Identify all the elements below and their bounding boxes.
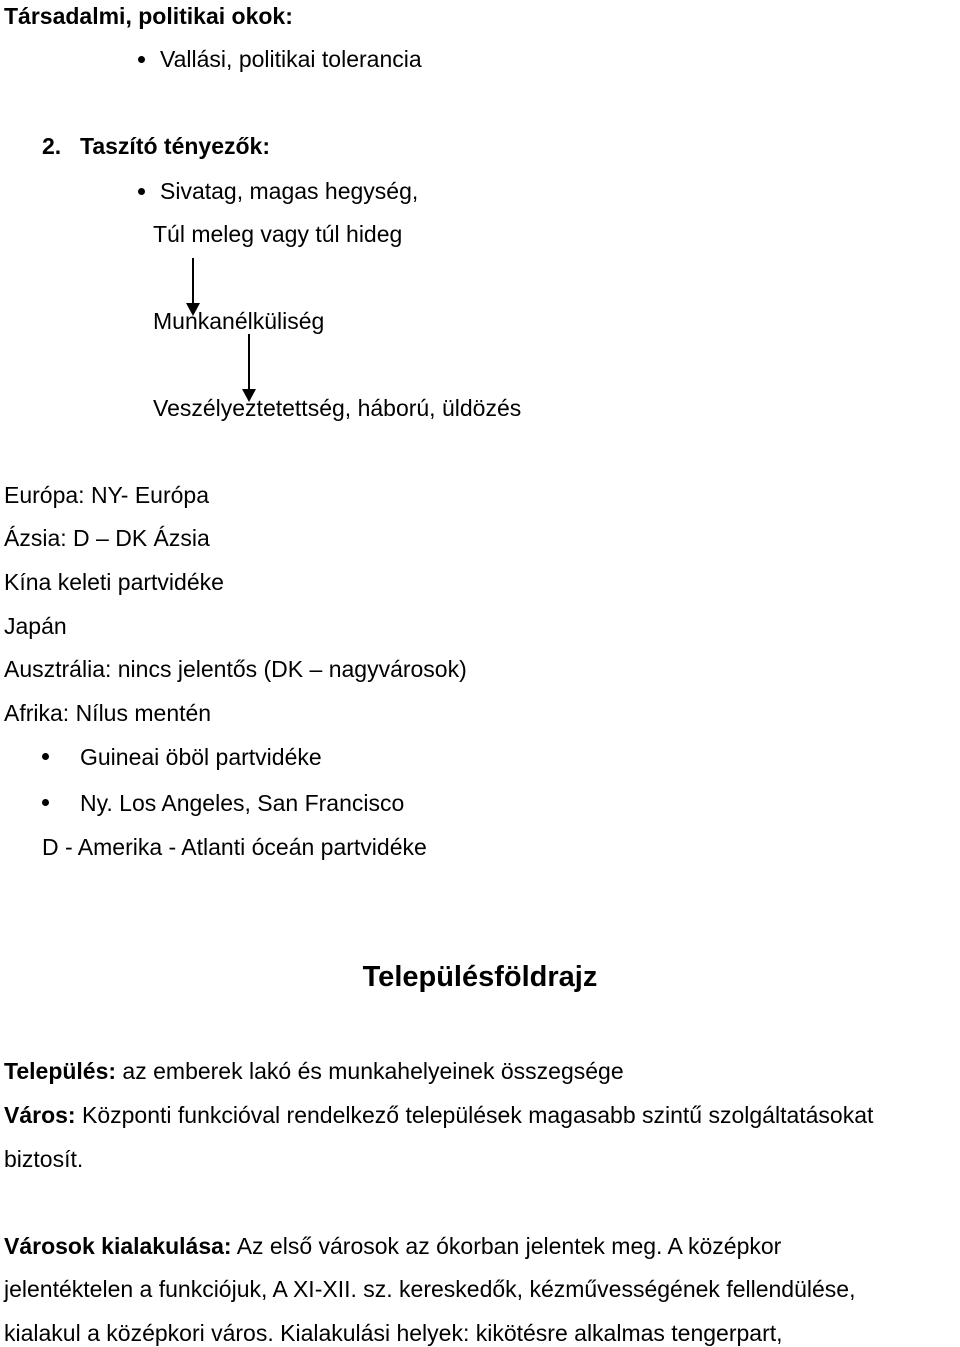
region-china: Kína keleti partvidéke	[4, 569, 224, 595]
region-australia: Ausztrália: nincs jelentős (DK – nagyvárosok)	[4, 656, 467, 682]
bullet-desert: Sivatag, magas hegység,	[160, 178, 419, 204]
term-city: Város:	[4, 1102, 76, 1128]
definition-city-cont: biztosít.	[4, 1146, 84, 1172]
def-city: Központi funkcióval rendelkező települések magasabb szintű szolgáltatásokat	[75, 1102, 874, 1128]
page-title: Településföldrajz	[362, 961, 598, 993]
bullet-west-coast: Ny. Los Angeles, San Francisco	[80, 790, 405, 816]
text-danger: Veszélyeztetettség, háború, üldözés	[153, 395, 522, 421]
def-cities-2: jelentéktelen a funkciójuk, A XI-XII. sz. kereskedők, kézművességének fellendülése,	[4, 1276, 856, 1302]
definition-settlement	[4, 1060, 624, 1083]
text-unemployment: Munkanélküliség	[153, 308, 325, 334]
arrow-down-icon	[192, 258, 194, 306]
def-settlement: az emberek lakó és munkahelyeinek összegsége	[116, 1058, 624, 1084]
region-africa: Afrika: Nílus mentén	[4, 700, 212, 726]
region-south-america: D - Amerika - Atlanti óceán partvidéke	[42, 834, 427, 860]
term-settlement: Település:	[4, 1058, 117, 1084]
term-cities: Városok kialakulása:	[4, 1233, 232, 1259]
region-europe: Európa: NY- Európa	[4, 482, 210, 508]
bullet-icon	[138, 188, 145, 195]
section-heading-pull: Taszító tényezők:	[80, 133, 270, 159]
def-cities-1: Az első városok az ókorban jelentek meg. A középkor	[231, 1233, 782, 1259]
region-asia: Ázsia: D – DK Ázsia	[4, 525, 210, 551]
arrow-down-icon	[248, 334, 250, 392]
definition-cities	[4, 1235, 781, 1258]
bullet-guinea: Guineai öböl partvidéke	[80, 744, 322, 770]
bullet-icon	[138, 56, 145, 63]
text-climate: Túl meleg vagy túl hideg	[153, 221, 403, 247]
section-heading-social: Társadalmi, politikai okok:	[4, 3, 293, 29]
definition-city	[4, 1104, 873, 1127]
bullet-icon	[42, 799, 49, 806]
region-japan: Japán	[4, 613, 67, 639]
def-cities-3: kialakul a középkori város. Kialakulási helyek: kikötésre alkalmas tengerpart,	[4, 1320, 783, 1346]
list-number: 2.	[42, 133, 62, 159]
bullet-icon	[42, 753, 49, 760]
bullet-tolerance: Vallási, politikai tolerancia	[160, 46, 422, 72]
